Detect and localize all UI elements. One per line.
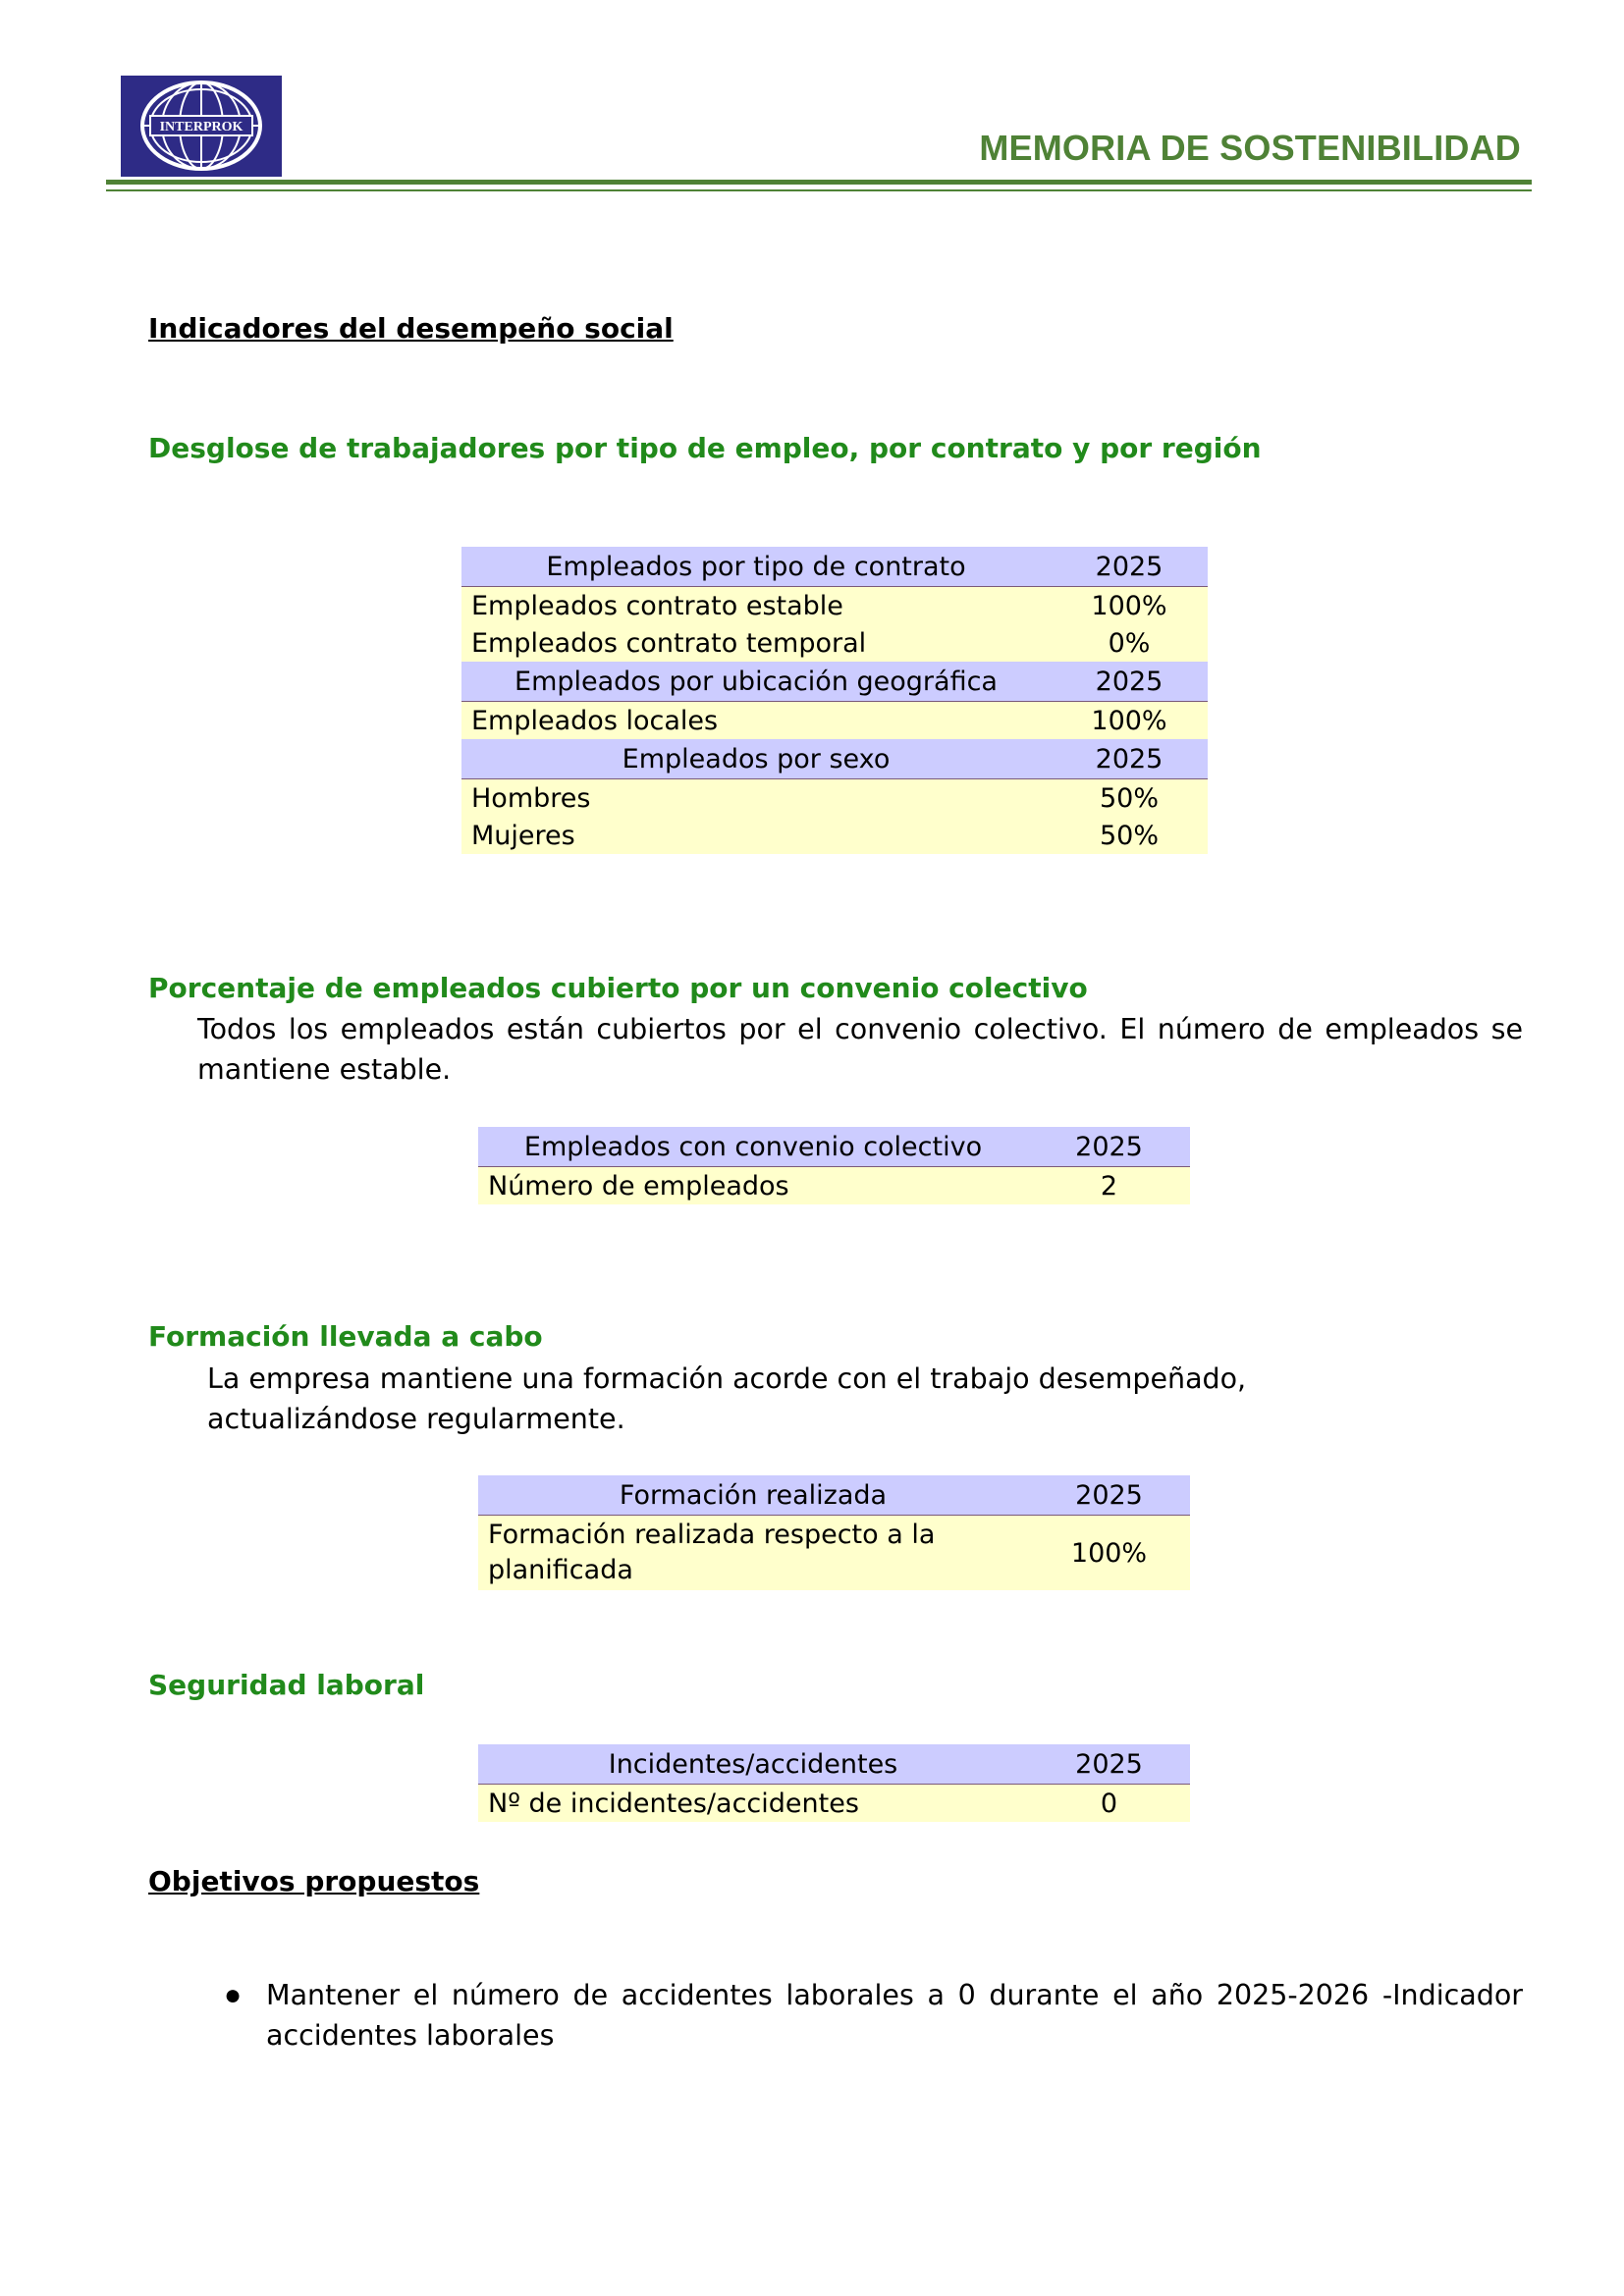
header-year: 2025 [1028, 1475, 1190, 1516]
safety-table [478, 1744, 1190, 1822]
safety-heading: Seguridad laboral [148, 1669, 425, 1701]
row-label: Formación realizada respecto a la planificada [478, 1516, 1028, 1591]
row-label: Empleados contrato estable [461, 587, 1051, 625]
row-label: Empleados locales [461, 702, 1051, 740]
row-value: 100% [1051, 702, 1208, 740]
row-value: 50% [1051, 817, 1208, 854]
header-cell: Empleados por sexo [461, 739, 1051, 779]
header-cell: Formación realizada [478, 1475, 1028, 1516]
table-header-row [461, 547, 1208, 587]
table-row [478, 1785, 1190, 1823]
collective-heading: Porcentaje de empleados cubierto por un convenio colectivo [148, 972, 1088, 1004]
row-value: 0% [1051, 624, 1208, 662]
table-row [478, 1167, 1190, 1205]
table-header-row [478, 1127, 1190, 1167]
collective-table [478, 1127, 1190, 1204]
bullet-icon: ● [224, 1979, 243, 2011]
company-logo [121, 76, 282, 177]
table-row [461, 587, 1208, 625]
table-row [461, 817, 1208, 854]
table-row [461, 624, 1208, 662]
table-row [478, 1516, 1190, 1591]
row-value: 100% [1028, 1516, 1190, 1591]
table-header-row [478, 1744, 1190, 1785]
header-rule [106, 180, 1532, 185]
section-heading-social: Indicadores del desempeño social [148, 312, 674, 345]
row-label: Empleados contrato temporal [461, 624, 1051, 662]
collective-text: Todos los empleados están cubiertos por el convenio colectivo. El número de empleados se mantiene estable. [197, 1013, 1523, 1086]
header-cell: Empleados con convenio colectivo [478, 1127, 1028, 1167]
employee-breakdown-table [461, 547, 1208, 854]
row-label: Hombres [461, 779, 1051, 818]
training-table [478, 1475, 1190, 1590]
objectives-heading: Objetivos propuestos [148, 1865, 480, 1897]
breakdown-heading: Desglose de trabajadores por tipo de empleo, por contrato y por región [148, 432, 1262, 464]
header-year: 2025 [1028, 1127, 1190, 1167]
table-header-row [461, 662, 1208, 702]
row-value: 0 [1028, 1785, 1190, 1823]
header-cell: Empleados por tipo de contrato [461, 547, 1051, 587]
header-year: 2025 [1051, 547, 1208, 587]
row-value: 2 [1028, 1167, 1190, 1205]
table-row [461, 779, 1208, 818]
row-label: Nº de incidentes/accidentes [478, 1785, 1028, 1823]
training-heading: Formación llevada a cabo [148, 1320, 543, 1353]
header-cell: Incidentes/accidentes [478, 1744, 1028, 1785]
row-label: Mujeres [461, 817, 1051, 854]
training-text: La empresa mantiene una formación acorde con el trabajo desempeñado, actualizándose regularmente. [207, 1362, 1247, 1435]
row-value: 50% [1051, 779, 1208, 818]
table-header-row [461, 739, 1208, 779]
header-year: 2025 [1051, 739, 1208, 779]
table-header-row [478, 1475, 1190, 1516]
objective-item: Mantener el número de accidentes laborales a 0 durante el año 2025-2026 -Indicador accidentes laborales [266, 1979, 1523, 2052]
header-year: 2025 [1028, 1744, 1190, 1785]
row-label: Número de empleados [478, 1167, 1028, 1205]
document-title: MEMORIA DE SOSTENIBILIDAD [979, 128, 1521, 168]
header-rule-thin [106, 189, 1532, 191]
logo-text: INTERPROK [159, 120, 244, 134]
table-row [461, 702, 1208, 740]
header-cell: Empleados por ubicación geográfica [461, 662, 1051, 702]
header-year: 2025 [1051, 662, 1208, 702]
row-value: 100% [1051, 587, 1208, 625]
